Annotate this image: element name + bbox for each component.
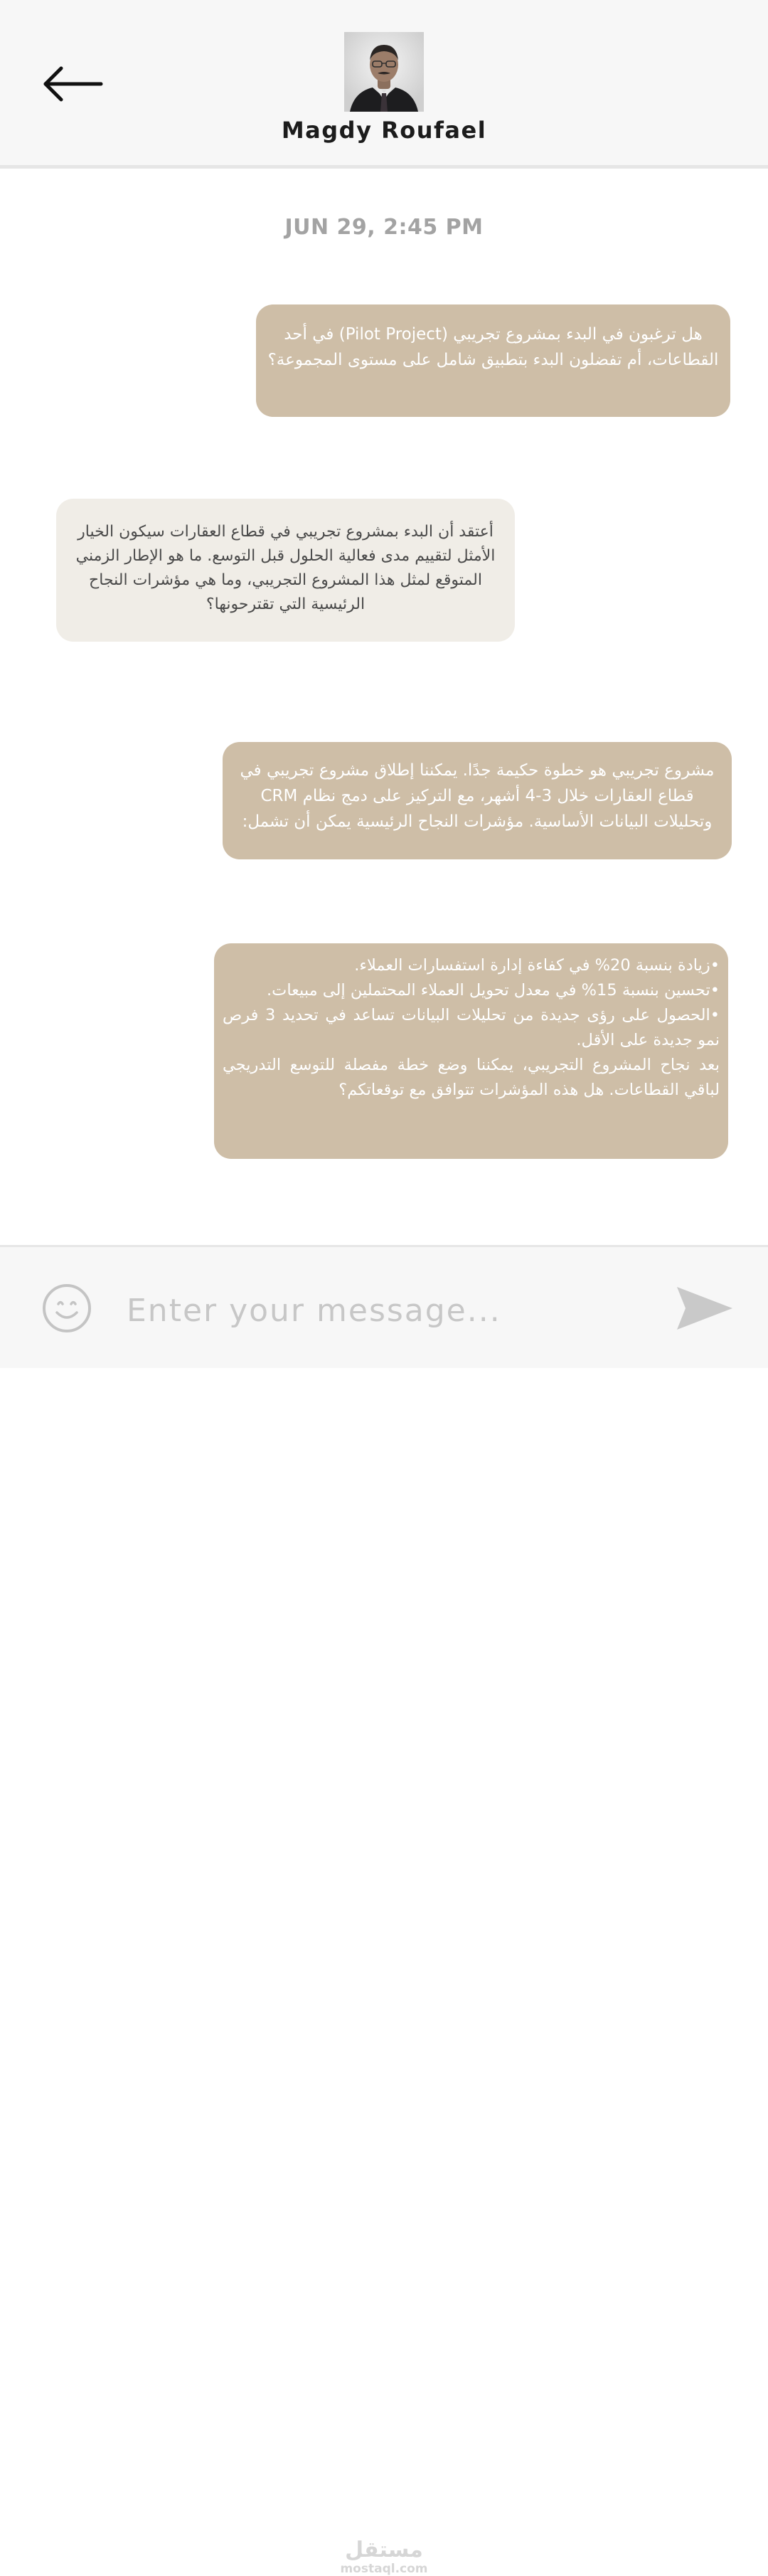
message-composer [0,1245,768,2576]
message-text: هل ترغبون في البدء بمشروع تجريبي (Pilot Project) في أحد القطاعات، أم تفضلون البدء بتطبيق شامل على مستوى المجموعة؟ [267,325,719,369]
watermark-latin: mostaql.com [340,2562,428,2576]
message-bubble-sent[interactable] [256,304,730,417]
message-bubble-sent[interactable] [223,742,732,859]
message-text: مشروع تجريبي هو خطوة حكيمة جدًا. يمكننا إطلاق مشروع تجريبي في قطاع العقارات خلال 3-4 أشهر، مع التركيز على دمج نظام CRM وتحليلات البيانات الأساسية. مؤشرات النجاح الرئيسية يمكن أن تشمل: [240,761,715,831]
arrow-left-icon [41,60,105,108]
watermark-arabic: مستقل [345,2538,423,2562]
message-text: أعتقد أن البدء بمشروع تجريبي في قطاع العقارات سيكون الخيار الأمثل لتقييم مدى فعالية الحلول قبل التوسع. ما هو الإطار الزمني المتوقع لمثل هذا المشروع التجريبي، وما هي مؤشرات النجاح الرئيسية التي تقترحونها؟ [75,523,496,613]
contact-avatar-photo [344,32,424,112]
conversation-timestamp: JUN 29, 2:45 PM [284,215,484,240]
chat-header [0,0,768,169]
message-bullet-line: •تحسين بنسبة 15% في معدل تحويل العملاء المحتملين إلى مبيعات. [266,981,720,1000]
message-bullet-line: •الحصول على رؤى جديدة من تحليلات البيانات تساعد في تحديد 3 فرص نمو جديدة على الأقل. [223,1006,720,1049]
contact-avatar[interactable] [344,32,424,112]
message-bullet-line: •زيادة بنسبة 20% في كفاءة إدارة استفسارات العملاء. [354,956,720,975]
send-icon [676,1286,734,1331]
back-button[interactable] [41,60,105,108]
send-button[interactable] [676,1286,734,1331]
contact-name: Magdy Roufael [281,117,487,144]
watermark [334,2539,434,2576]
smiley-icon [41,1283,92,1334]
message-input[interactable] [125,1281,654,1340]
message-bubble-received[interactable] [56,499,515,642]
message-closing-line: بعد نجاح المشروع التجريبي، يمكننا وضع خطة مفصلة للتوسع التدريجي لباقي القطاعات. هل هذه المؤشرات تتوافق مع توقعاتكم؟ [223,1056,720,1099]
message-bubble-sent[interactable] [214,943,728,1159]
emoji-button[interactable] [41,1283,92,1334]
